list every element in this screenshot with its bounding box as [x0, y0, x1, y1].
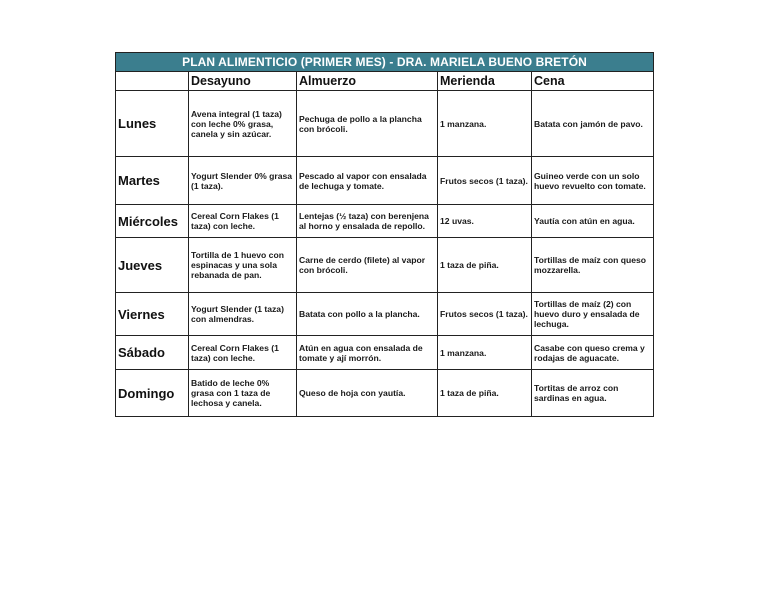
title-row: [116, 53, 654, 72]
day-cell: Jueves: [116, 238, 189, 293]
merienda-cell: 1 manzana.: [438, 91, 532, 157]
cena-cell: Casabe con queso crema y rodajas de aguacate.: [532, 336, 654, 370]
table-row: [116, 293, 654, 336]
cena-cell: Tortitas de arroz con sardinas en agua.: [532, 370, 654, 417]
day-cell: Domingo: [116, 370, 189, 417]
desayuno-cell: Yogurt Slender 0% grasa (1 taza).: [189, 157, 297, 205]
desayuno-cell: Cereal Corn Flakes (1 taza) con leche.: [189, 336, 297, 370]
merienda-cell: 12 uvas.: [438, 205, 532, 238]
merienda-cell: Frutos secos (1 taza).: [438, 157, 532, 205]
table-row: [116, 157, 654, 205]
desayuno-cell: Tortilla de 1 huevo con espinacas y una sola rebanada de pan.: [189, 238, 297, 293]
header-cell-almuerzo: Almuerzo: [297, 72, 438, 91]
desayuno-cell: Cereal Corn Flakes (1 taza) con leche.: [189, 205, 297, 238]
table-row: [116, 205, 654, 238]
merienda-cell: 1 taza de piña.: [438, 370, 532, 417]
cena-cell: Tortillas de maíz con queso mozzarella.: [532, 238, 654, 293]
table-row: [116, 238, 654, 293]
cena-cell: Tortillas de maíz (2) con huevo duro y ensalada de lechuga.: [532, 293, 654, 336]
table-row: [116, 370, 654, 417]
day-cell: Viernes: [116, 293, 189, 336]
cena-cell: Guineo verde con un solo huevo revuelto con tomate.: [532, 157, 654, 205]
almuerzo-cell: Atún en agua con ensalada de tomate y ají morrón.: [297, 336, 438, 370]
almuerzo-cell: Pechuga de pollo a la plancha con brócoli.: [297, 91, 438, 157]
day-cell: Lunes: [116, 91, 189, 157]
merienda-cell: Frutos secos (1 taza).: [438, 293, 532, 336]
header-cell-merienda: Merienda: [438, 72, 532, 91]
desayuno-cell: Batido de leche 0% grasa con 1 taza de lechosa y canela.: [189, 370, 297, 417]
meal-plan-table: [115, 52, 654, 417]
almuerzo-cell: Pescado al vapor con ensalada de lechuga y tomate.: [297, 157, 438, 205]
almuerzo-cell: Lentejas (½ taza) con berenjena al horno y ensalada de repollo.: [297, 205, 438, 238]
merienda-cell: 1 manzana.: [438, 336, 532, 370]
header-row: [116, 72, 654, 91]
almuerzo-cell: Batata con pollo a la plancha.: [297, 293, 438, 336]
cena-cell: Batata con jamón de pavo.: [532, 91, 654, 157]
desayuno-cell: Avena integral (1 taza) con leche 0% grasa, canela y sin azúcar.: [189, 91, 297, 157]
header-cell-cena: Cena: [532, 72, 654, 91]
header-cell-desayuno: Desayuno: [189, 72, 297, 91]
table-title: PLAN ALIMENTICIO (PRIMER MES) - DRA. MARIELA BUENO BRETÓN: [116, 53, 654, 72]
merienda-cell: 1 taza de piña.: [438, 238, 532, 293]
header-cell-day: [116, 72, 189, 91]
cena-cell: Yautía con atún en agua.: [532, 205, 654, 238]
almuerzo-cell: Queso de hoja con yautía.: [297, 370, 438, 417]
table-row: [116, 336, 654, 370]
day-cell: Miércoles: [116, 205, 189, 238]
desayuno-cell: Yogurt Slender (1 taza) con almendras.: [189, 293, 297, 336]
day-cell: Martes: [116, 157, 189, 205]
almuerzo-cell: Carne de cerdo (filete) al vapor con brócoli.: [297, 238, 438, 293]
table-row: [116, 91, 654, 157]
day-cell: Sábado: [116, 336, 189, 370]
